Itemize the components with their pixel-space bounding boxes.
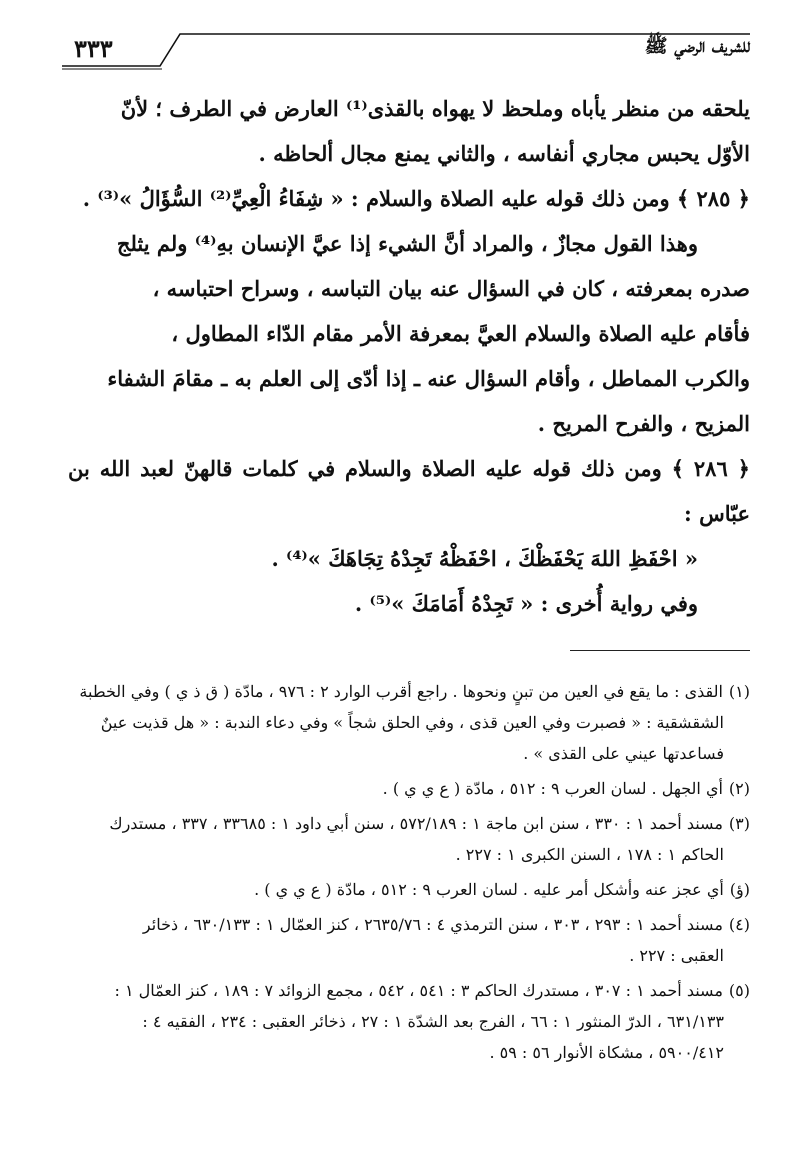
text-line: الأوّل يحبس مجاري أنفاسه ، والثاني يمنع مجال ألحاظه . [258, 141, 750, 166]
footnote-text: ٦٣١/١٣٣ ، الدرّ المنثور ١ : ٦٦ ، الفرج بعد الشدّة ١ : ٢٧ ، ذخائر العقبى : ٢٣٤ ، الفقيه ٤ : [142, 1012, 724, 1031]
text-line: المزيح ، والفرح المريح . [537, 411, 750, 436]
footnote-4a [62, 874, 750, 905]
footnote-text: مسند أحمد ١ : ٣٠٧ ، مستدرك الحاكم ٣ : ٥٤١ ، ٥٤٢ ، مجمع الزوائد ٧ : ١٨٩ ، كنز العمّال ١ : [114, 981, 723, 1000]
footnote-3 [62, 808, 750, 870]
text-line: وهذا القول مجازٌ ، والمراد أنَّ الشيء إذا عيَّ الإنسان بهِ⁽⁴⁾ ولم يثلج [116, 231, 698, 256]
footnote-text: ٥٩٠٠/٤١٢ ، مشكاة الأنوار ٥٦ : ٥٩ . [489, 1043, 724, 1062]
hadith-286-text: « احْفَظِ اللهَ يَحْفَظْكَ ، احْفَظْهُ تَجِدْهُ تِجَاهَكَ »⁽⁴⁾ . [271, 546, 698, 571]
text-line: صدره بمعرفته ، كان في السؤال عنه بيان التباسه ، وسراح احتباسه ، [152, 276, 750, 301]
footnote-number: (٤) [728, 915, 750, 934]
footnote-text: الشقشقية : « فصبرت وفي العين قذى ، وفي الحلق شجاً » وفي دعاء الندبة : « هل قذيت عينٌ [100, 713, 724, 732]
page-header [62, 28, 750, 72]
footnote-2 [62, 773, 750, 804]
hadith-286: ﴿ ٢٨٦ ﴾ ومن ذلك قوله عليه الصلاة والسلام في كلمات قالهنّ لعبد الله بن عبّاس : [68, 456, 750, 526]
footnote-text: مسند أحمد ١ : ٢٩٣ ، ٣٠٣ ، سنن الترمذي ٤ : ٢٦٣٥/٧٦ ، كنز العمّال ١ : ٦٣٠/١٣٣ ، ذخائر [142, 915, 723, 934]
footnote-number: (٥) [728, 981, 750, 1000]
footnote-number: (ؤ) [729, 880, 750, 899]
text-line: يلحقه من منظر يأباه وملحظ لا يهواه بالقذى⁽¹⁾ العارض في الطرف ؛ لأنّ [120, 96, 750, 121]
footnote-text: القذى : ما يقع في العين من تبنٍ ونحوها . راجع أقرب الوارد ٢ : ٩٧٦ ، مادّة ( ق ذ ي ) وفي الخطبة [79, 682, 723, 701]
footnote-text: أي عجز عنه وأشكل أمر عليه . لسان العرب ٩ : ٥١٢ ، مادّة ( ع ي ي ) . [254, 880, 724, 899]
footnote-text: الحاكم ١ : ١٧٨ ، السنن الكبرى ١ : ٢٢٧ . [455, 845, 724, 864]
running-title: للشريف الرضي ﷺ [644, 35, 750, 57]
footnote-number: (٣) [728, 814, 750, 833]
footnote-text: فساعدتها عيني على القذى » . [523, 744, 724, 763]
footnote-4 [62, 909, 750, 971]
footnote-number: (١) [728, 682, 750, 701]
page-number: ٣٣٣ [74, 34, 113, 63]
footnote-text: العقبى : ٢٢٧ . [629, 946, 724, 965]
text-line: والكرب المماطل ، وأقام السؤال عنه ـ إذا أدّى إلى العلم به ـ مقامَ الشفاء [107, 366, 750, 391]
footnote-1 [62, 676, 750, 769]
footnotes [62, 676, 750, 1072]
hadith-285: ﴿ ٢٨٥ ﴾ ومن ذلك قوله عليه الصلاة والسلام : « شِفَاءُ الْعِيِّ⁽²⁾ السُّؤَالُ »⁽³⁾ . [82, 186, 750, 211]
variant-line: وفي رواية أُخرى : « تَجِدْهُ أَمَامَكَ »⁽⁵⁾ . [354, 591, 698, 616]
footnote-number: (٢) [728, 779, 750, 798]
main-text [68, 86, 750, 626]
footnote-text: أي الجهل . لسان العرب ٩ : ٥١٢ ، مادّة ( ع ي ي ) . [382, 779, 723, 798]
footnote-separator [570, 650, 750, 651]
footnote-text: مسند أحمد ١ : ٣٣٠ ، سنن ابن ماجة ١ : ٥٧٢/١٨٩ ، سنن أبي داود ١ : ٣٣٦٨٥ ، ٣٣٧ ، مستدرك [109, 814, 723, 833]
footnote-5 [62, 975, 750, 1068]
text-line: فأقام عليه الصلاة والسلام العيَّ بمعرفة الأمر مقام الدّاء المطاول ، [171, 321, 750, 346]
